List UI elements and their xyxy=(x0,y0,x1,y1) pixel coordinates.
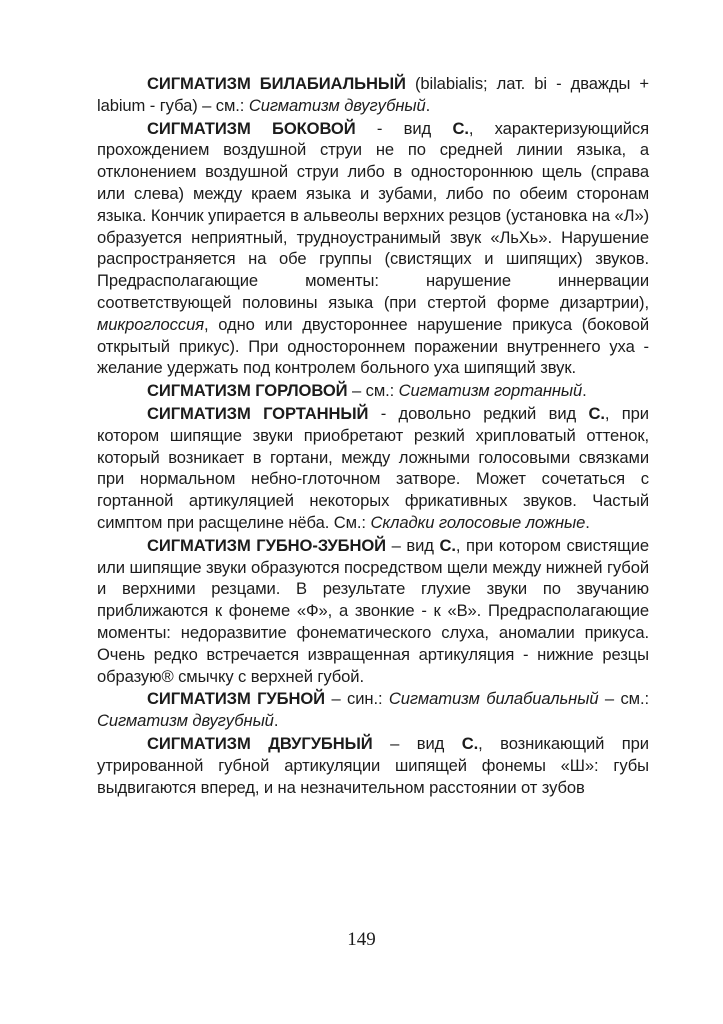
entry-labial: СИГМАТИЗМ ГУБНОЙ – син.: Сигматизм билабиальный – см.: Сигматизм двугубный. xyxy=(97,689,649,731)
entry-term: СИГМАТИЗМ ГУБНОЙ xyxy=(147,689,325,709)
entry-throat: СИГМАТИЗМ ГОРЛОВОЙ – см.: Сигматизм гортанный. xyxy=(147,381,587,401)
cross-reference: Сигматизм гортанный xyxy=(398,381,583,401)
entry-laryngeal: СИГМАТИЗМ ГОРТАННЫЙ - довольно редкий вид С., при котором шипящие звуки приобретают резкий хрипловатый оттенок, который возникает в гортани, между ложными голосовыми связками при нормальном небно-глоточном затворе. Может сочетаться с гортанной артикуляцией некоторых фрикативных звуков. Частый симптом при расщелине нёба. См.: Складки голосовые ложные. xyxy=(97,403,649,532)
cross-reference: Сигматизм двугубный xyxy=(97,711,274,731)
abbreviation: С. xyxy=(461,733,479,753)
cross-reference: Складки голосовые ложные xyxy=(370,512,586,532)
entry-bilabial: СИГМАТИЗМ БИЛАБИАЛЬНЫЙ (bilabialis; лат. bi - дважды + labium - губа) – см.: Сигматизм двугубный. xyxy=(97,74,650,115)
entry-bilabial-two: СИГМАТИЗМ ДВУГУБНЫЙ – вид С., возникающий при утрированной губной артикуляции шипящей фонемы «Ш»: губы выдвигаются вперед, и на незначительном расстоянии от зубов xyxy=(97,733,649,797)
abbreviation: С. xyxy=(439,535,456,555)
entry-term: СИГМАТИЗМ БОКОВОЙ xyxy=(147,118,356,138)
entry-term: СИГМАТИЗМ ГУБНО-ЗУБНОЙ xyxy=(147,535,386,555)
page-text xyxy=(97,73,649,798)
entry-term: СИГМАТИЗМ ДВУГУБНЫЙ xyxy=(147,733,373,753)
italic-term: микроглоссия xyxy=(97,314,204,334)
entry-lateral: СИГМАТИЗМ БОКОВОЙ - вид С., характеризующийся прохождением воздушной струи не по средней линии языка, а отклонением воздушной струи либо в одностороннюю щель (справа или слева) между краем языка и зубами, либо по обеим сторонам языка. Кончик упирается в альвеолы верхних резцов (установка на «Л») образуется неприятный, трудноустранимый звук «ЛьХь». Нарушение распространяется на обе группы (свистящих и шипящих) звуков. Предрасполагающие моменты: нарушение иннервации соответствующей половины языка (при стертой форме дизартрии), микроглоссия, одно или двустороннее нарушение прикуса (боковой открытый прикус). При одностороннем поражении внутреннего уха - желание удержать под контролем больного уха шипящий звук. xyxy=(97,118,649,378)
entry-term: СИГМАТИЗМ ГОРТАННЫЙ xyxy=(147,403,369,423)
entry-term: СИГМАТИЗМ БИЛАБИАЛЬНЫЙ xyxy=(147,74,406,93)
cross-reference: Сигматизм двугубный xyxy=(248,95,426,115)
entry-labiodental: СИГМАТИЗМ ГУБНО-ЗУБНОЙ – вид С., при котором свистящие или шипящие звуки образуются посредством щели между нижней губой и верхними резцами. В результате глухие звуки по звучанию приближаются к фонеме «Ф», а звонкие - к «В». Предрасполагающие моменты: недоразвитие фонематического слуха, аномалии прикуса. Очень редко встречается извращенная артикуляция - нижние резцы образую® смычку с верхней губой. xyxy=(97,535,650,686)
entry-term: СИГМАТИЗМ ГОРЛОВОЙ xyxy=(147,381,348,401)
abbreviation: С. xyxy=(588,403,605,423)
abbreviation: С. xyxy=(452,118,469,138)
page-number: 149 xyxy=(347,929,376,950)
cross-reference: Сигматизм билабиальный xyxy=(388,689,599,709)
